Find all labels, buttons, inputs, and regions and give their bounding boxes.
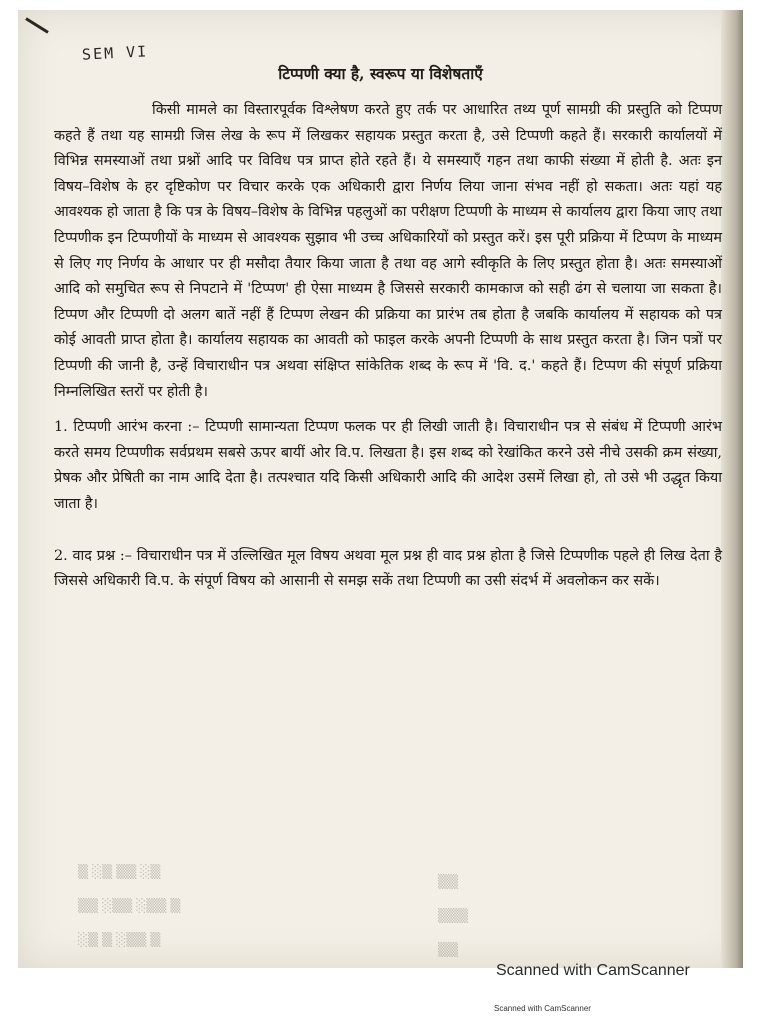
scanned-page [18, 10, 743, 968]
section-2-text: विचाराधीन पत्र में उल्लिखित मूल विषय अथवा मूल प्रश्न ही वाद प्रश्न होता है जिसे टिप्पणीक पहले ही लिख देता है जिससे अधिकारी वि.प. के संपूर्ण विषय को आसानी से समझ सकें तथा टिप्पणी का उसी संदर्भ में अवलोकन कर सकें। [54, 547, 723, 590]
section-1 [54, 415, 722, 517]
camscanner-watermark: Scanned with CamScanner [496, 962, 690, 979]
section-2-heading: 2. वाद प्रश्न :– [54, 547, 132, 564]
book-spine-shadow [721, 10, 743, 968]
document-body [54, 98, 722, 595]
pen-mark [25, 17, 49, 33]
page-title: टिप्पणी क्या है, स्वरूप या विशेषताएँ [278, 64, 483, 83]
section-1-heading: 1. टिप्पणी आरंभ करना :– [54, 419, 200, 436]
bleed-through-text: ▒ ░▒ ▒▒ ░▒ ▒▒ ░▒▒ ░▒▒ ▒ ░▒ ▒ ░▒▒ ▒ ▒▒ ▒▒▒ ▒▒ [78, 865, 468, 958]
section-1-text: टिप्पणी सामान्यता टिप्पण फलक पर ही लिखी जाती है। विचाराधीन पत्र से संबंध में टिप्पणी आरंभ करते समय टिप्पणीक सर्वप्रथम सबसे ऊपर बायीं ओर वि.प. लिखता है। इस शब्द को रेखांकित करने उसे नीचे उसकी क्रम संख्या, प्रेषक और प्रेषिती का नाम आदि देता है। तत्पश्चात यदि किसी अधिकारी आदि की आदेश उसमें लिखा हो, तो उसे भी उद्धृत किया जाता है। [54, 419, 723, 512]
section-2 [54, 544, 722, 595]
intro-paragraph: किसी मामले का विस्तारपूर्वक विश्लेषण करते हुए तर्क पर आधारित तथ्य पूर्ण सामग्री की प्रस्तुति को टिप्पण कहते हैं तथा यह सामग्री जिस लेख के रूप में लिखकर सहायक प्रस्तुत करता है, उसे टिप्पणी कहते हैं। सरकारी कार्यालयों में विभिन्न समस्याओं तथा प्रश्नों आदि पर विविध पत्र प्राप्त होते रहते हैं। ये समस्याएँ गहन तथा काफी संख्या में होती है. अतः इन विषय–विशेष के हर दृष्टिकोण पर विचार करके एक अधिकारी द्वारा निर्णय लिया जाना संभव नहीं हो सकता। अतः यहां यह आवश्यक हो जाता है कि पत्र के विषय–विशेष के विभिन्न पहलुओं का परीक्षण टिप्पणी के माध्यम से कार्यालय द्वारा किया जाए तथा टिप्पणीक इन टिप्पणीयों के माध्यम से आवश्यक सुझाव भी उच्च अधिकारियों को प्रस्तुत करें। इस पूरी प्रक्रिया में टिप्पण के माध्यम से लिए गए निर्णय के आधार पर ही मसौदा तैयार किया जाता है तथा वह आगे स्वीकृति के लिए प्रस्तुत होता है। अतः समस्याओं आदि को समुचित रूप से निपटाने में 'टिप्पण' ही ऐसा माध्यम है जिससे सरकारी कामकाज को सही ढंग से चलाया जा सकता है। टिप्पण और टिप्पणी दो अलग बातें नहीं हैं टिप्पण लेखन की प्रक्रिया का प्रारंभ तब होता है जबकि कार्यालय में सहायक को पत्र कोई आवती प्राप्त होता है। कार्यालय सहायक का आवती को फाइल करके अपनी टिप्पणी के साथ प्रस्तुत करता है। जिन पत्रों पर टिप्पणी की जानी है, उन्हें विचाराधीन पत्र अथवा संक्षिप्त सांकेतिक शब्द के रूप में 'वि. द.' कहते हैं। टिप्पण की संपूर्ण प्रक्रिया निम्नलिखित स्तरों पर होती है। [54, 102, 722, 400]
semester-handwritten-label: SEM VI [81, 42, 149, 64]
camscanner-footer: Scanned with CamScanner [494, 1004, 591, 1013]
